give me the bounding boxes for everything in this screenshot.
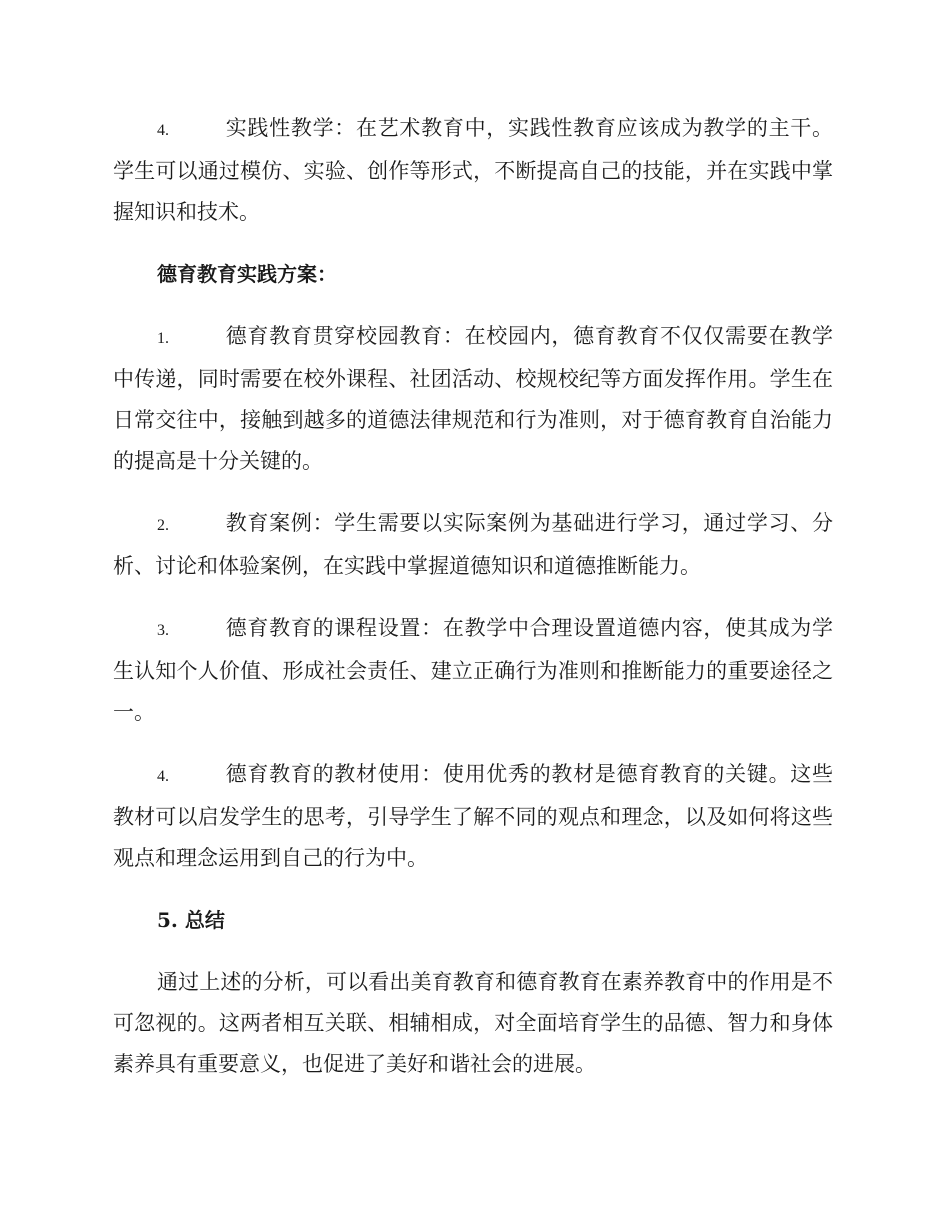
list-item-moral-3: [113, 608, 833, 733]
list-item-text: 实践性教学：在艺术教育中，实践性教育应该成为教学的主干。学生可以通过模仿、实验、创作等形式，不断提高自己的技能，并在实践中掌握知识和技术。: [113, 116, 833, 224]
list-number: 4.: [157, 768, 169, 785]
list-item-text: 德育教育贯穿校园教育：在校园内，德育教育不仅仅需要在教学中传递，同时需要在校外课程、社团活动、校规校纪等方面发挥作用。学生在日常交往中，接触到越多的道德法律规范和行为准则，对于德育教育自治能力的提高是十分关键的。: [113, 324, 833, 473]
list-item-moral-2: [113, 503, 833, 587]
list-number: 1.: [157, 330, 169, 347]
list-number: 4.: [157, 122, 169, 139]
list-item-practice-teaching: [113, 108, 833, 233]
list-item-moral-4: [113, 754, 833, 879]
list-number: 3.: [157, 622, 169, 639]
summary-paragraph: 通过上述的分析，可以看出美育教育和德育教育在素养教育中的作用是不可忽视的。这两者相互关联、相辅相成，对全面培育学生的品德、智力和身体素养具有重要意义，也促进了美好和谐社会的进展。: [113, 970, 833, 1076]
list-number: 2.: [157, 517, 169, 534]
section-heading-moral-education: 德育教育实践方案：: [157, 262, 337, 286]
list-item-text: 教育案例：学生需要以实际案例为基础进行学习，通过学习、分析、讨论和体验案例，在实践中掌握道德知识和道德推断能力。: [113, 511, 833, 578]
document-body: [113, 108, 833, 1106]
list-item-moral-1: [113, 316, 833, 482]
list-item-text: 德育教育的课程设置：在教学中合理设置道德内容，使其成为学生认知个人价值、形成社会责任、建立正确行为准则和推断能力的重要途径之一。: [113, 616, 833, 724]
list-item-text: 德育教育的教材使用：使用优秀的教材是德育教育的关键。这些教材可以启发学生的思考，引导学生了解不同的观点和理念，以及如何将这些观点和理念运用到自己的行为中。: [113, 762, 833, 870]
section-heading-summary: 5. 总结: [157, 908, 225, 932]
